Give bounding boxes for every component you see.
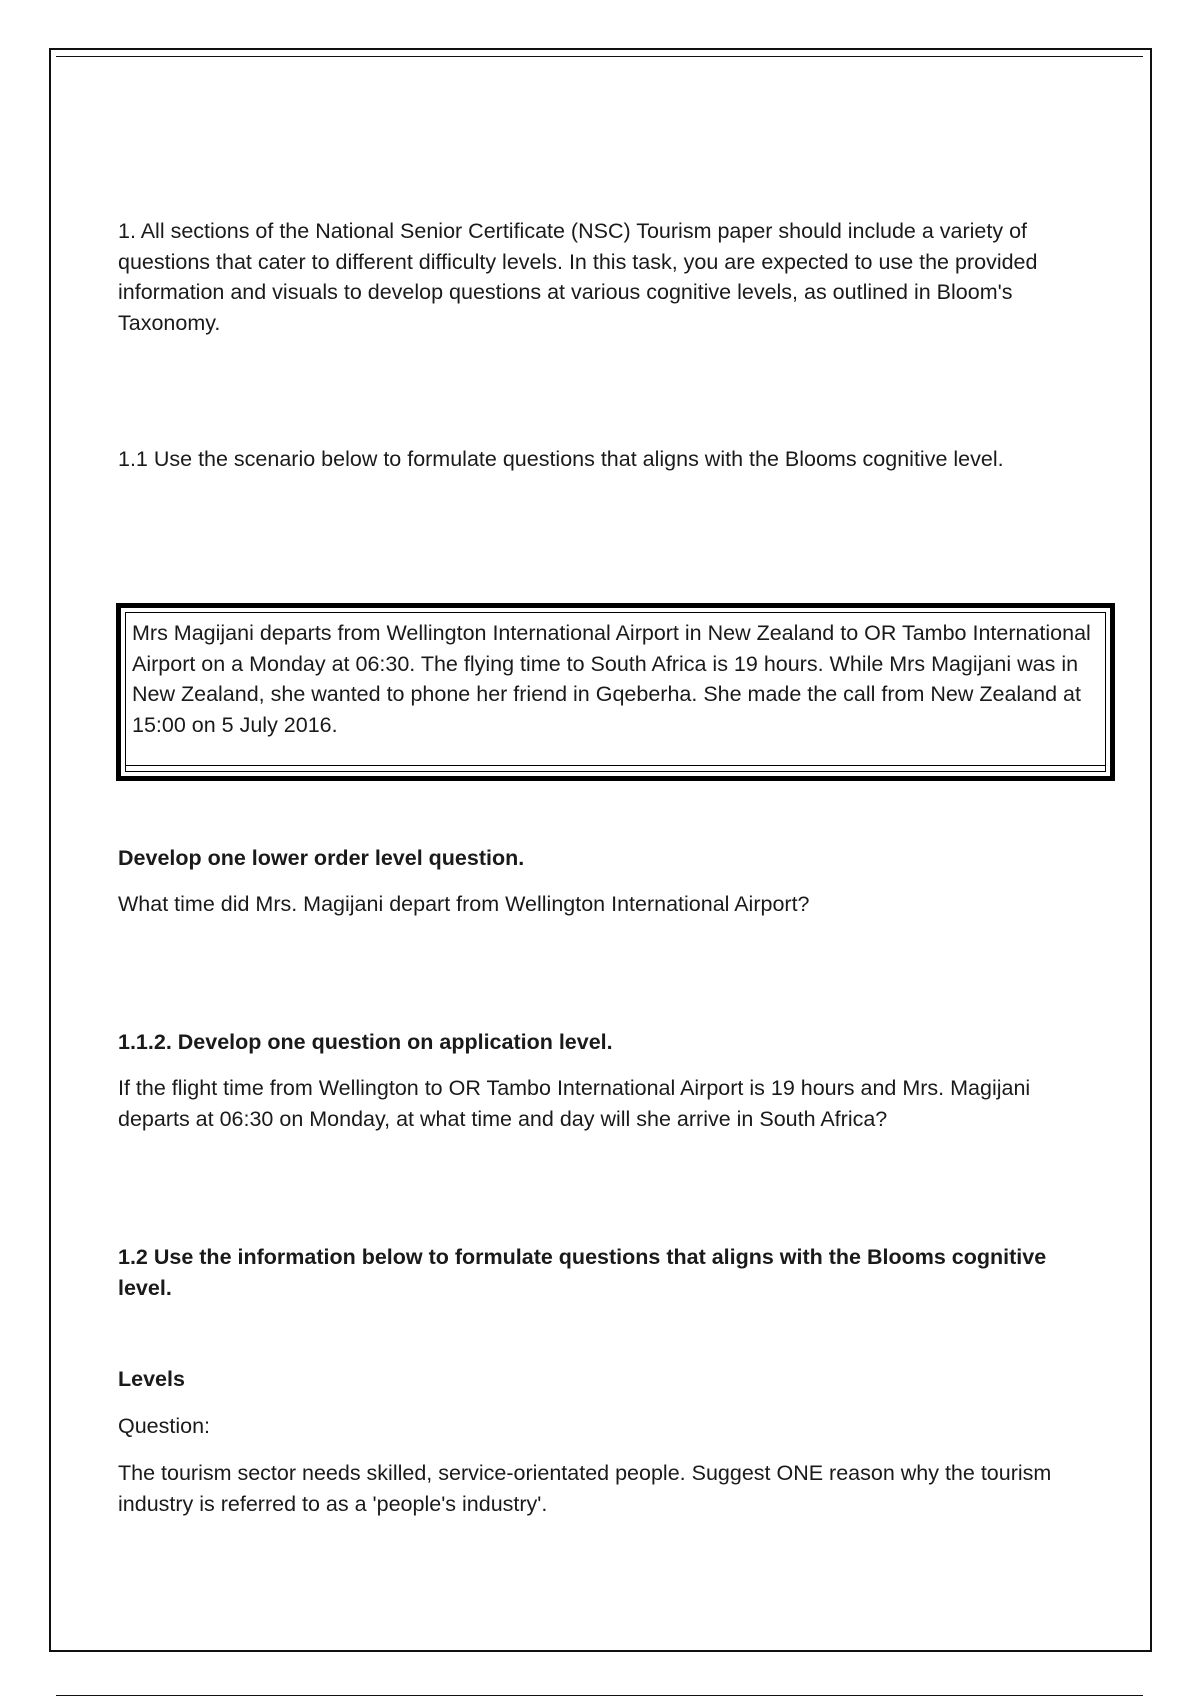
question-text: The tourism sector needs skilled, service-orientated people. Suggest ONE reason why the tourism industry is referred to as a 'people's industry'. [118,1461,1052,1516]
intro-paragraph: 1. All sections of the National Senior Certificate (NSC) Tourism paper should include a variety of questions that cater to different difficulty levels. In this task, you are expected to use the provided information and visuals to develop questions at various cognitive levels, as outlined in Bloom's Taxonomy. [118,219,1038,335]
scenario-box [116,603,1115,781]
scenario-text: Mrs Magijani departs from Wellington International Airport in New Zealand to OR Tambo International Airport on a Monday at 06:30. The flying time to South Africa is 19 hours. While Mrs Magijani was in New Zealand, she wanted to phone her friend in Gqeberha. She made the call from New Zealand at 15:00 on 5 July 2016. [132,621,1091,737]
section-1-1-instruction: 1.1 Use the scenario below to formulate questions that aligns with the Blooms cognitive level. [118,447,1004,471]
bottom-rule [56,1695,1143,1696]
scenario-bottom-rule [125,765,1106,766]
application-answer: If the flight time from Wellington to OR Tambo International Airport is 19 hours and Mrs. Magijani departs at 06:30 on Monday, at what time and day will she arrive in South Africa? [118,1076,1031,1131]
section-1-2-instruction: 1.2 Use the information below to formulate questions that aligns with the Blooms cognitive level. [118,1245,1047,1300]
levels-heading: Levels [118,1367,185,1391]
top-rule [56,56,1143,57]
lower-order-heading: Develop one lower order level question. [118,846,525,870]
lower-order-answer: What time did Mrs. Magijani depart from Wellington International Airport? [118,892,810,916]
application-heading: 1.1.2. Develop one question on application level. [118,1030,613,1054]
question-label: Question: [118,1414,211,1438]
